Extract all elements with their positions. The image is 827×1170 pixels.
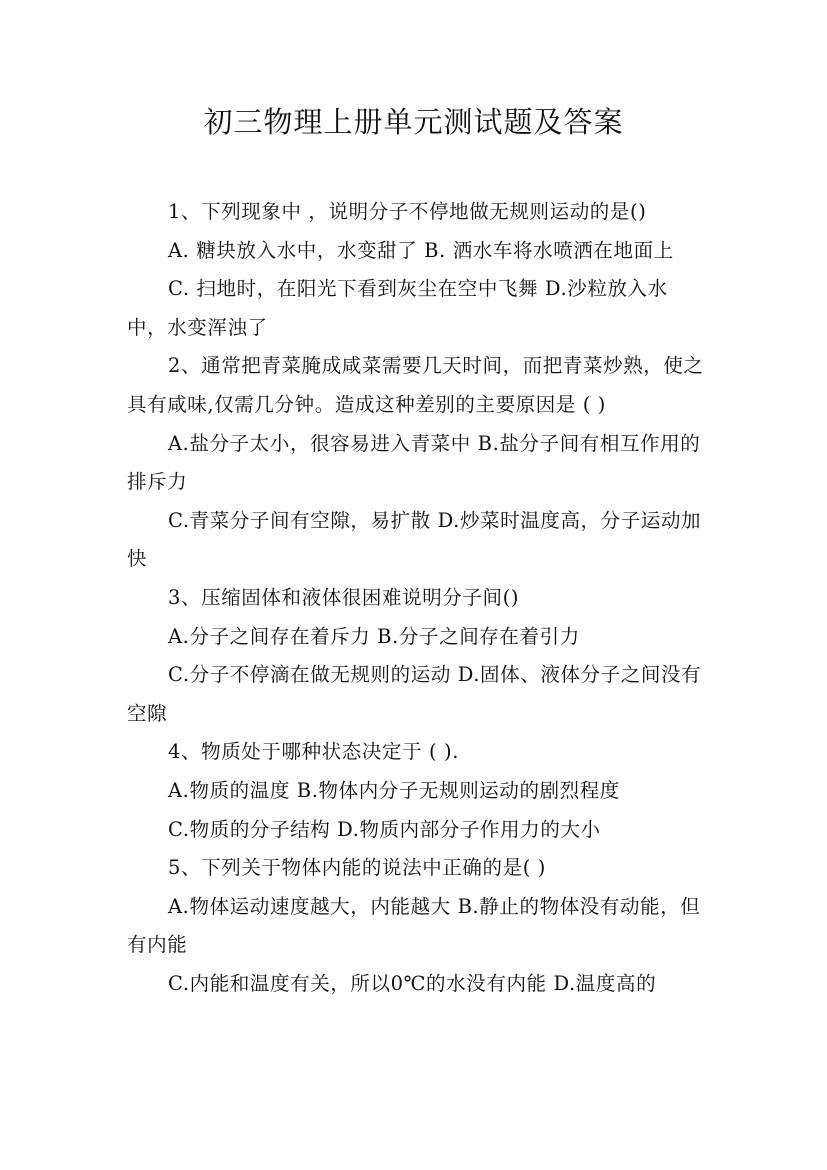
question-2-stem: 2、通常把青菜腌成咸菜需要几天时间，而把青菜炒熟，使之具有咸味,仅需几分钟。造成这种差别的主要原因是 ( ) [127,354,704,416]
question-3-options-cd: C.分子不停滴在做无规则的运动 D.固体、液体分子之间没有空隙 [127,663,702,725]
question-1-stem: 1、下列现象中 ，说明分子不停地做无规则运动的是() [168,200,647,223]
question-2-options-ab: A.盐分子太小，很容易进入青菜中 B.盐分子间有相互作用的排斥力 [127,431,701,494]
question-2-options-cd: C.青菜分子间有空隙，易扩散 D.炒菜时温度高，分子运动加快 [127,508,702,571]
question-4-options-ab: A.物质的温度 B.物体内分子无规则运动的剧烈程度 [168,778,621,802]
question-5-options-ab: A.物体运动速度越大，内能越大 B.静止的物体没有动能，但有内能 [127,894,701,957]
document-title: 初三物理上册单元测试题及答案 [203,105,624,139]
question-3-stem: 3、压缩固体和液体很困难说明分子间() [168,585,520,609]
question-4-options-cd: C.物质的分子结构 D.物质内部分子作用力的大小 [168,817,601,841]
question-1-options-ab: A. 糖块放入水中，水变甜了 B. 洒水车将水喷洒在地面上 [168,238,674,262]
question-5-options-cd: C.内能和温度有关，所以0℃的水没有内能 D.温度高的 [168,971,657,995]
question-4-stem: 4、物质处于哪种状态决定于 ( ). [168,740,460,764]
question-3-options-ab: A.分子之间存在着斥力 B.分子之间存在着引力 [168,624,580,648]
question-1-options-cd: C. 扫地时，在阳光下看到灰尘在空中飞舞 D.沙粒放入水中，水变浑浊了 [127,277,668,339]
document-body [127,193,707,1003]
question-5-stem: 5、下列关于物体内能的说法中正确的是( ) [168,856,546,880]
